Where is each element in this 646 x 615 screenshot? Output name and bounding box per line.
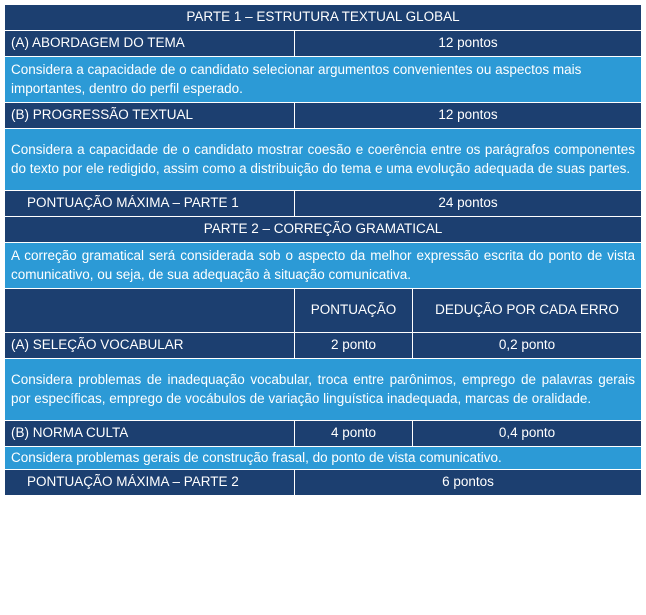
part1-a-description-row bbox=[5, 57, 642, 103]
part2-b-description-row bbox=[5, 447, 642, 470]
part1-title: PARTE 1 – ESTRUTURA TEXTUAL GLOBAL bbox=[5, 5, 642, 31]
part2-max-points: 6 pontos bbox=[295, 470, 642, 496]
part1-b-label: (B) PROGRESSÃO TEXTUAL bbox=[5, 103, 295, 129]
part1-max-label: PONTUAÇÃO MÁXIMA – PARTE 1 bbox=[5, 191, 295, 217]
part2-a-deduction: 0,2 ponto bbox=[413, 333, 642, 359]
part1-a-points: 12 pontos bbox=[295, 31, 642, 57]
part2-header-empty bbox=[5, 289, 295, 333]
part1-title-row bbox=[5, 5, 642, 31]
part2-title: PARTE 2 – CORREÇÃO GRAMATICAL bbox=[5, 217, 642, 243]
part2-col-score: PONTUAÇÃO bbox=[295, 289, 413, 333]
part2-b-deduction: 0,4 ponto bbox=[413, 421, 642, 447]
part2-b-points: 4 ponto bbox=[295, 421, 413, 447]
part1-b-points: 12 pontos bbox=[295, 103, 642, 129]
part2-b-label: (B) NORMA CULTA bbox=[5, 421, 295, 447]
part2-a-description-row bbox=[5, 359, 642, 421]
part2-b-description: Considera problemas gerais de construção frasal, do ponto de vista comunicativo. bbox=[5, 447, 642, 470]
part1-a-row bbox=[5, 31, 642, 57]
part1-max-points: 24 pontos bbox=[295, 191, 642, 217]
part2-col-deduction: DEDUÇÃO POR CADA ERRO bbox=[413, 289, 642, 333]
part2-intro-row bbox=[5, 243, 642, 289]
part2-a-description: Considera problemas de inadequação vocabular, troca entre parônimos, emprego de palavras gerais por específicas, emprego de vocábulos de variação linguística inadequada, marcas de oralidade. bbox=[5, 359, 642, 421]
part1-b-description: Considera a capacidade de o candidato mostrar coesão e coerência entre os parágrafos componentes do texto por ele redigido, assim como a distribuição do tema e uma evolução adequada de suas partes. bbox=[5, 129, 642, 191]
part2-a-row bbox=[5, 333, 642, 359]
grading-table bbox=[4, 4, 642, 496]
part2-max-label: PONTUAÇÃO MÁXIMA – PARTE 2 bbox=[5, 470, 295, 496]
part2-title-row bbox=[5, 217, 642, 243]
part1-b-row bbox=[5, 103, 642, 129]
part1-b-description-row bbox=[5, 129, 642, 191]
part1-a-description: Considera a capacidade de o candidato selecionar argumentos convenientes ou aspectos mais importantes, dentro do perfil esperado. bbox=[5, 57, 642, 103]
part2-a-points: 2 ponto bbox=[295, 333, 413, 359]
part2-a-label: (A) SELEÇÃO VOCABULAR bbox=[5, 333, 295, 359]
part2-max-row bbox=[5, 470, 642, 496]
part2-intro: A correção gramatical será considerada sob o aspecto da melhor expressão escrita do ponto de vista comunicativo, ou seja, de sua adequação à situação comunicativa. bbox=[5, 243, 642, 289]
grading-criteria-document bbox=[4, 4, 641, 496]
part2-header-row bbox=[5, 289, 642, 333]
part1-max-row bbox=[5, 191, 642, 217]
part1-a-label: (A) ABORDAGEM DO TEMA bbox=[5, 31, 295, 57]
part2-b-row bbox=[5, 421, 642, 447]
